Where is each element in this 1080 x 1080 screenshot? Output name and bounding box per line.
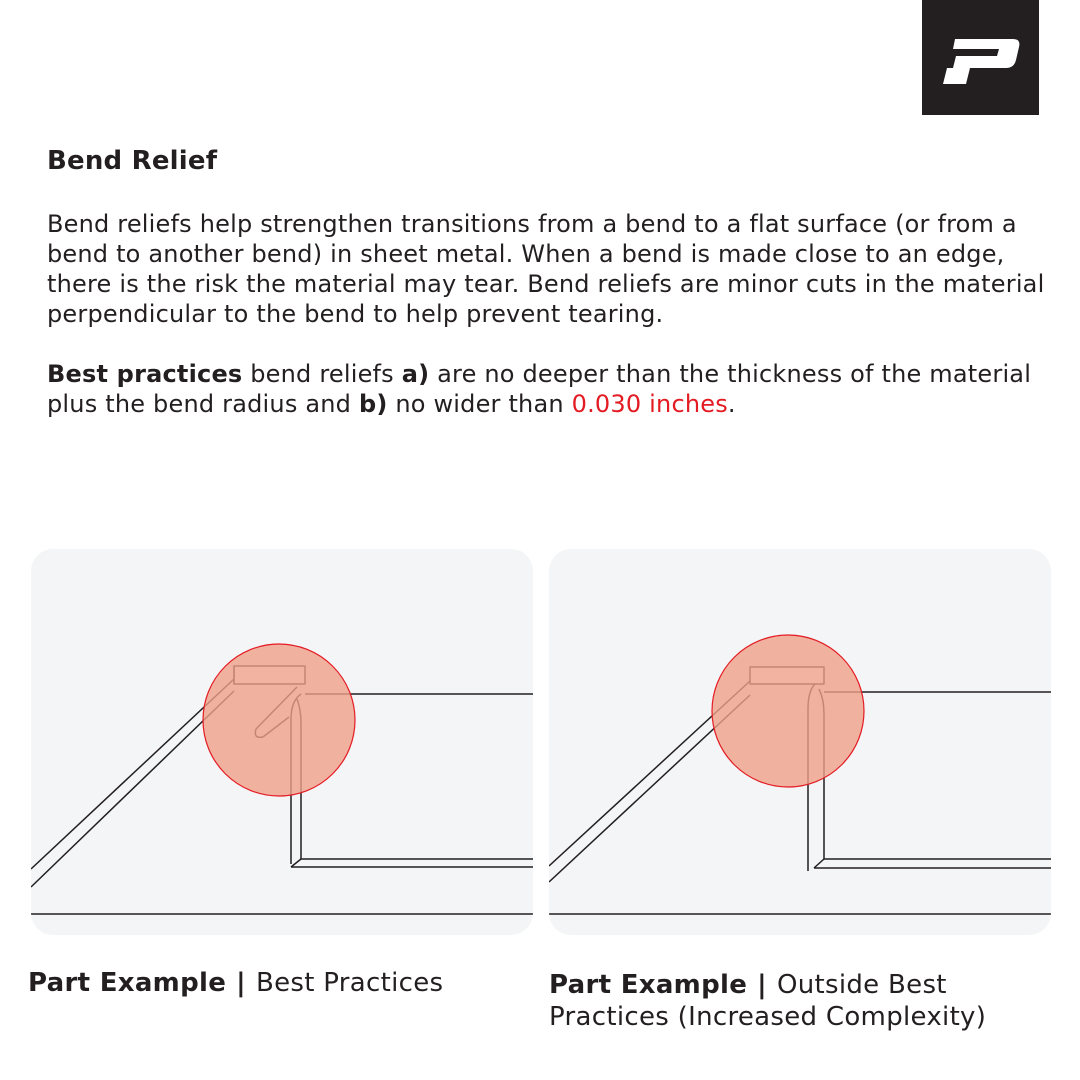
sheet-metal-drawing [31, 549, 533, 935]
bottom-corner [291, 859, 301, 867]
outside-best-practices-illustration [549, 549, 1051, 935]
caption-separator: | [236, 968, 246, 998]
page-title: Bend Relief [47, 146, 218, 176]
caption-best-practices [28, 967, 443, 999]
caption-separator: | [757, 970, 767, 1000]
best-practices-lead: Best practices [47, 360, 243, 388]
intro-paragraph: Bend reliefs help strengthen transitions from a bend to a flat surface (or from a bend to another bend) in sheet metal. When a bend is made close to an edge, there is the risk the material may tear. Bend reliefs are minor cuts in the material perpendicular to the bend to help prevent tearing. [47, 210, 1045, 328]
bottom-corner [814, 859, 824, 868]
caption-outside-best-practices [549, 969, 1019, 1033]
best-practices-illustration [31, 549, 533, 935]
best-practices-end: . [727, 390, 736, 418]
caption-label: Part Example [28, 968, 227, 998]
best-practices-text-2: are no deeper than the thickness of the material plus the bend radius and [47, 360, 1032, 418]
max-width-value: 0.030 inches [571, 390, 728, 418]
caption-description: Best Practices [255, 968, 444, 998]
marker-a: a) [401, 360, 430, 388]
marker-b: b) [358, 390, 388, 418]
p-logo-icon [922, 0, 1039, 115]
best-practices-paragraph [47, 359, 1057, 419]
best-practices-text-3: no wider than [387, 390, 572, 418]
highlight-circle [203, 644, 355, 796]
brand-logo [922, 0, 1039, 115]
highlight-circle [712, 635, 864, 787]
sheet-metal-drawing [549, 549, 1051, 935]
best-practices-text-1: bend reliefs [242, 360, 402, 388]
caption-description: Outside Best Practices (Increased Complexity) [549, 970, 987, 1032]
caption-label: Part Example [549, 970, 748, 1000]
